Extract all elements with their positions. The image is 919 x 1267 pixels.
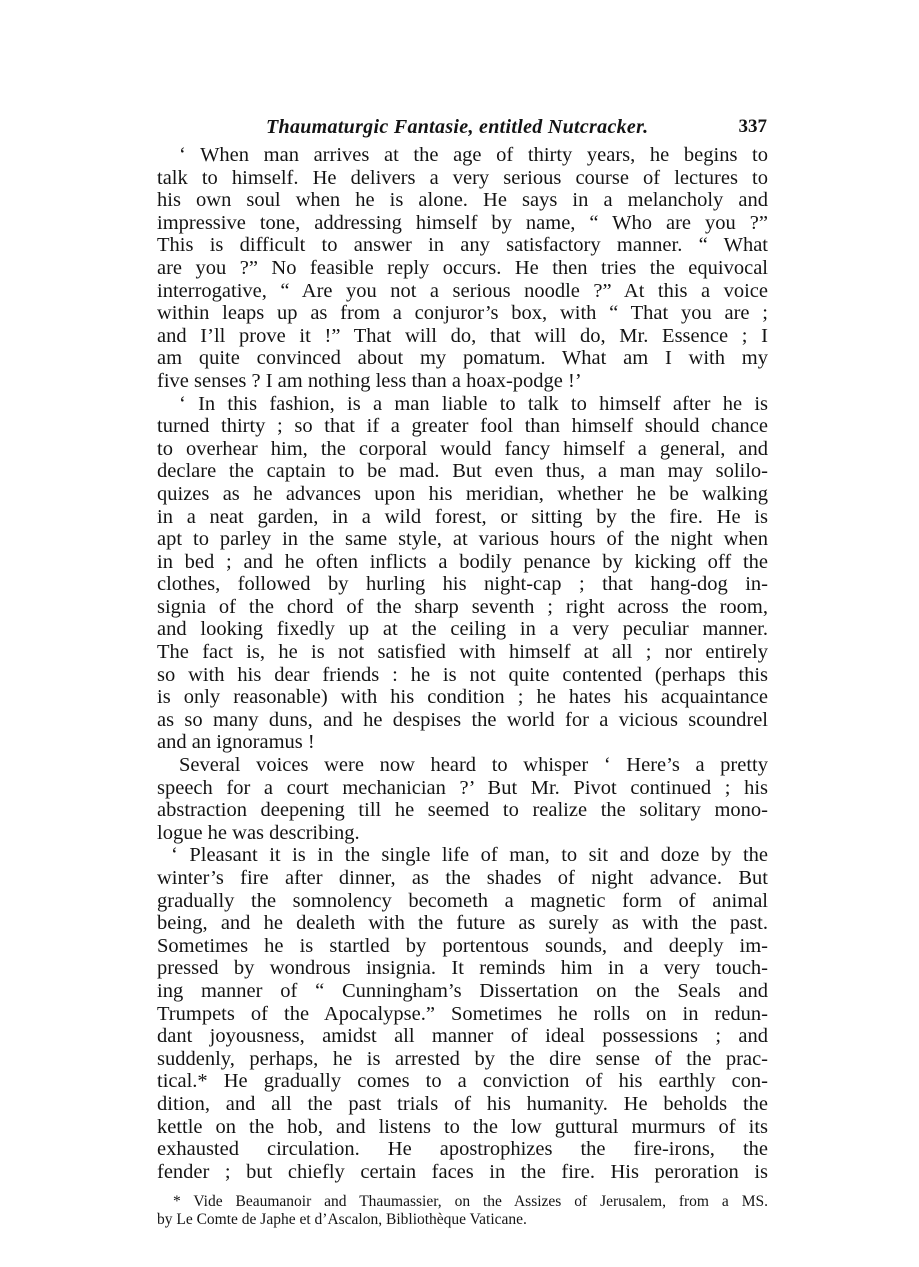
paragraph-3: [157, 754, 768, 844]
text-line: being, and he dealeth with the future as surely as with the past.: [157, 912, 768, 935]
text-line: quizes as he advances upon his meridian, whether he be walking: [157, 482, 768, 505]
text-line: talk to himself. He delivers a very serious course of lectures to: [157, 166, 768, 189]
text-line: winter’s fire after dinner, as the shades of night advance. But: [157, 867, 768, 889]
text-line: is only reasonable) with his condition ; he hates his acquaintance: [157, 686, 768, 709]
text-line: ing manner of “ Cunningham’s Dissertation on the Seals and: [157, 979, 768, 1002]
text-line: within leaps up as from a conjuror’s box, with “ That you are ;: [157, 302, 768, 325]
text-line: clothes, followed by hurling his night-cap ; that hang-dog in-: [157, 573, 768, 596]
footnote-line: by Le Comte de Japhe et d’Ascalon, Bibliothèque Vaticane.: [157, 1211, 527, 1229]
text-line: gradually the somnolency becometh a magnetic form of animal: [157, 889, 768, 912]
text-line: ‘ In this fashion, is a man liable to talk to himself after he is: [179, 392, 768, 415]
text-line: turned thirty ; so that if a greater fool than himself should chance: [157, 415, 768, 438]
text-line: declare the captain to be mad. But even thus, a man may solilo-: [157, 460, 768, 483]
text-line: Several voices were now heard to whisper ‘ Here’s a pretty: [179, 754, 768, 777]
text-line: dition, and all the past trials of his humanity. He beholds the: [157, 1092, 768, 1115]
paragraph-4: [157, 844, 768, 1183]
text-line: Sometimes he is startled by portentous sounds, and deeply im-: [157, 934, 768, 957]
text-line: so with his dear friends : he is not quite contented (perhaps this: [157, 663, 768, 686]
text-line: This is difficult to answer in any satisfactory manner. “ What: [157, 234, 768, 257]
text-line: kettle on the hob, and listens to the low guttural murmurs of its: [157, 1115, 768, 1138]
running-head: [157, 112, 768, 142]
paragraph-1: [157, 144, 768, 393]
footnote: [157, 1193, 768, 1229]
text-line: suddenly, perhaps, he is arrested by the dire sense of the prac-: [157, 1047, 768, 1070]
text-line: speech for a court mechanician ?’ But Mr. Pivot continued ; his: [157, 776, 768, 799]
text-line: in a neat garden, in a wild forest, or sitting by the fire. He is: [157, 505, 768, 528]
book-page: [157, 112, 768, 1229]
text-line: fender ; but chiefly certain faces in the fire. His peroration is: [157, 1160, 768, 1183]
text-line: impressive tone, addressing himself by name, “ Who are you ?”: [157, 211, 768, 234]
footnote-line: * Vide Beaumanoir and Thaumassier, on the Assizes of Jerusalem, from a MS.: [173, 1193, 768, 1211]
text-line: apt to parley in the same style, at various hours of the night when: [157, 528, 768, 551]
text-line: tical.* He gradually comes to a conviction of his earthly con-: [157, 1070, 768, 1093]
page-number: 337: [738, 116, 767, 137]
text-line: as so many duns, and he despises the world for a vicious scoundrel: [157, 708, 768, 731]
text-line: are you ?” No feasible reply occurs. He then tries the equivocal: [157, 256, 768, 279]
text-line: pressed by wondrous insignia. It reminds him in a very touch-: [157, 957, 768, 980]
text-line: exhausted circulation. He apostrophizes the fire-irons, the: [157, 1138, 768, 1161]
text-line: dant joyousness, amidst all manner of ideal possessions ; and: [157, 1025, 768, 1048]
text-line: to overhear him, the corporal would fancy himself a general, and: [157, 437, 768, 460]
text-line: logue he was describing.: [157, 821, 360, 844]
text-line: The fact is, he is not satisfied with himself at all ; nor entirely: [157, 641, 768, 664]
text-line: and an ignoramus !: [157, 731, 315, 754]
text-line: five senses ? I am nothing less than a hoax-podge !’: [157, 369, 582, 392]
text-line: in bed ; and he often inflicts a bodily penance by kicking off the: [157, 550, 768, 573]
text-line: am quite convinced about my pomatum. What am I with my: [157, 347, 768, 370]
text-line: Trumpets of the Apocalypse.” Sometimes he rolls on in redun-: [157, 1002, 768, 1025]
text-line: interrogative, “ Are you not a serious noodle ?” At this a voice: [157, 279, 768, 302]
text-line: abstraction deepening till he seemed to realize the solitary mono-: [157, 799, 768, 822]
body-text: [157, 144, 768, 1183]
text-line: and I’ll prove it !” That will do, that will do, Mr. Essence ; I: [157, 324, 768, 347]
text-line: ‘ When man arrives at the age of thirty years, he begins to: [179, 144, 768, 166]
text-line: his own soul when he is alone. He says in a melancholy and: [157, 189, 768, 212]
text-line: signia of the chord of the sharp seventh ; right across the room,: [157, 595, 768, 618]
running-title: Thaumaturgic Fantasie, entitled Nutcracker.: [266, 116, 649, 138]
paragraph-2: [157, 393, 768, 755]
text-line: and looking fixedly up at the ceiling in a very peculiar manner.: [157, 618, 768, 641]
text-line: ‘ Pleasant it is in the single life of man, to sit and doze by the: [171, 844, 768, 867]
